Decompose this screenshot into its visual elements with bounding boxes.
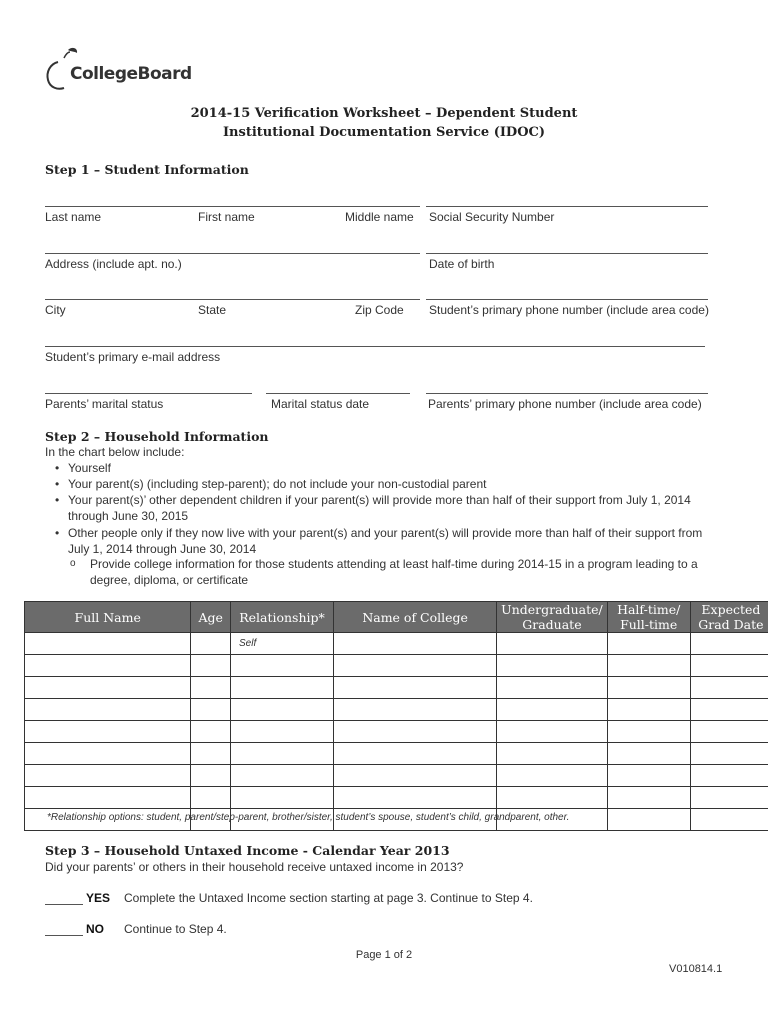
parents-marital-field[interactable]	[45, 393, 252, 394]
table-cell[interactable]	[690, 677, 768, 699]
table-cell[interactable]	[25, 699, 191, 721]
table-cell[interactable]	[25, 633, 191, 655]
no-checkline[interactable]	[45, 935, 83, 936]
step3-question: Did your parents’ or others in their household receive untaxed income in 2013?	[45, 860, 464, 874]
table-cell[interactable]	[607, 743, 690, 765]
table-cell[interactable]	[191, 787, 231, 809]
table-cell[interactable]	[607, 765, 690, 787]
table-cell[interactable]	[497, 699, 607, 721]
table-cell[interactable]	[497, 743, 607, 765]
student-phone-field[interactable]	[426, 299, 708, 300]
middle-name-label: Middle name	[345, 210, 414, 224]
table-cell[interactable]	[607, 721, 690, 743]
marital-date-field[interactable]	[266, 393, 410, 394]
email-label: Student’s primary e-mail address	[45, 350, 221, 364]
table-cell[interactable]	[333, 655, 496, 677]
table-cell[interactable]	[25, 765, 191, 787]
sub-bullet-item: o Provide college information for those students attending at least half-time during 2014-15 in a program leading to a degree, diploma, or certificate	[70, 557, 698, 587]
parents-marital-label: Parents’ marital status	[45, 397, 164, 411]
step3-heading: Step 3 – Household Untaxed Income - Calendar Year 2013	[45, 843, 450, 858]
table-row	[25, 721, 768, 743]
table-cell[interactable]	[333, 721, 496, 743]
table-cell[interactable]	[497, 633, 607, 655]
table-cell[interactable]	[690, 765, 768, 787]
table-cell[interactable]	[191, 743, 231, 765]
col-enrollment: Half-time/ Full-time	[607, 602, 690, 633]
ssn-label: Social Security Number	[429, 210, 555, 224]
table-cell[interactable]	[230, 677, 333, 699]
table-cell[interactable]	[607, 633, 690, 655]
col-full-name: Full Name	[25, 602, 191, 633]
table-cell[interactable]	[497, 721, 607, 743]
relationship-self: Self	[230, 633, 333, 655]
last-name-label: Last name	[45, 210, 102, 224]
table-cell[interactable]	[497, 787, 607, 809]
no-instruction: Continue to Step 4.	[124, 922, 227, 936]
bullet-item: • Your parent(s) (including step-parent); do not include your non-custodial parent	[55, 477, 487, 491]
table-cell[interactable]	[497, 677, 607, 699]
relationship-footnote: *Relationship options: student, parent/step-parent, brother/sister, student’s spouse, student’s child, grandparent, other.	[47, 812, 570, 823]
col-college: Name of College	[333, 602, 496, 633]
yes-checkline[interactable]	[45, 904, 83, 905]
name-field[interactable]	[45, 206, 420, 207]
ssn-field[interactable]	[426, 206, 708, 207]
address-field[interactable]	[45, 253, 420, 254]
table-cell[interactable]	[607, 677, 690, 699]
table-cell[interactable]	[191, 677, 231, 699]
table-cell[interactable]	[690, 743, 768, 765]
table-cell[interactable]	[333, 765, 496, 787]
table-cell[interactable]	[230, 699, 333, 721]
table-cell[interactable]	[690, 699, 768, 721]
col-age: Age	[191, 602, 231, 633]
table-cell[interactable]	[191, 655, 231, 677]
table-row	[25, 699, 768, 721]
table-cell[interactable]	[333, 699, 496, 721]
no-label: NO	[86, 922, 104, 936]
form-code: V010814.1	[669, 963, 723, 975]
table-cell[interactable]	[497, 655, 607, 677]
col-relationship: Relationship*	[230, 602, 333, 633]
table-cell[interactable]	[690, 721, 768, 743]
address-label: Address (include apt. no.)	[45, 257, 182, 271]
table-cell[interactable]	[230, 721, 333, 743]
parents-phone-field[interactable]	[426, 393, 708, 394]
bullet-item: • Other people only if they now live with your parent(s) and your parent(s) will provide more than half of their support from July 1, 2014 through June 30, 2014	[55, 526, 703, 556]
dob-field[interactable]	[426, 253, 708, 254]
table-row	[25, 655, 768, 677]
table-cell[interactable]	[607, 699, 690, 721]
table-cell[interactable]	[690, 633, 768, 655]
step1-heading: Step 1 – Student Information	[45, 162, 249, 177]
household-table	[24, 601, 768, 831]
table-row	[25, 677, 768, 699]
table-cell[interactable]	[230, 655, 333, 677]
table-cell[interactable]	[497, 765, 607, 787]
col-level: Undergraduate/ Graduate	[497, 602, 607, 633]
table-cell[interactable]	[25, 655, 191, 677]
email-field[interactable]	[45, 346, 705, 347]
first-name-label: First name	[198, 210, 255, 224]
table-cell[interactable]	[607, 809, 690, 831]
table-cell[interactable]	[25, 721, 191, 743]
table-row	[25, 633, 768, 655]
table-cell[interactable]	[25, 677, 191, 699]
yes-instruction: Complete the Untaxed Income section starting at page 3. Continue to Step 4.	[124, 891, 533, 905]
step2-intro: In the chart below include:	[45, 445, 185, 459]
table-cell[interactable]	[333, 787, 496, 809]
table-cell[interactable]	[690, 655, 768, 677]
table-cell[interactable]	[690, 787, 768, 809]
table-cell[interactable]	[191, 699, 231, 721]
table-cell[interactable]	[230, 787, 333, 809]
logo-text: CollegeBoard	[70, 64, 192, 84]
step2-heading: Step 2 – Household Information	[45, 429, 269, 444]
table-row	[25, 787, 768, 809]
city-state-zip-field[interactable]	[45, 299, 420, 300]
table-cell[interactable]	[191, 633, 231, 655]
bullet-item: • Your parent(s)’ other dependent children if your parent(s) will provide more than half of their support from July 1, 2014 through June 30, 2015	[55, 493, 691, 523]
table-row	[25, 765, 768, 787]
table-cell[interactable]	[690, 809, 768, 831]
table-cell[interactable]	[191, 765, 231, 787]
student-phone-label: Student’s primary phone number (include area code)	[429, 303, 709, 317]
table-cell[interactable]	[607, 655, 690, 677]
table-cell[interactable]	[230, 743, 333, 765]
page-title: 2014-15 Verification Worksheet – Dependent Student	[190, 106, 578, 121]
yes-label: YES	[86, 891, 111, 905]
table-cell[interactable]	[333, 743, 496, 765]
table-cell[interactable]	[333, 633, 496, 655]
table-header-row	[25, 602, 768, 633]
table-cell[interactable]	[25, 787, 191, 809]
parents-phone-label: Parents’ primary phone number (include area code)	[428, 397, 702, 411]
page-subtitle: Institutional Documentation Service (IDOC)	[222, 125, 546, 140]
city-label: City	[45, 303, 66, 317]
table-cell[interactable]	[230, 765, 333, 787]
zip-label: Zip Code	[355, 303, 404, 317]
table-cell[interactable]	[191, 721, 231, 743]
table-cell[interactable]	[25, 743, 191, 765]
table-cell[interactable]	[333, 677, 496, 699]
state-label: State	[198, 303, 227, 317]
page-number: Page 1 of 2	[355, 949, 413, 961]
bullet-item: • Yourself	[55, 461, 111, 475]
marital-date-label: Marital status date	[271, 397, 370, 411]
col-grad-date: Expected Grad Date	[690, 602, 768, 633]
dob-label: Date of birth	[429, 257, 495, 271]
table-row	[25, 743, 768, 765]
table-cell[interactable]	[607, 787, 690, 809]
